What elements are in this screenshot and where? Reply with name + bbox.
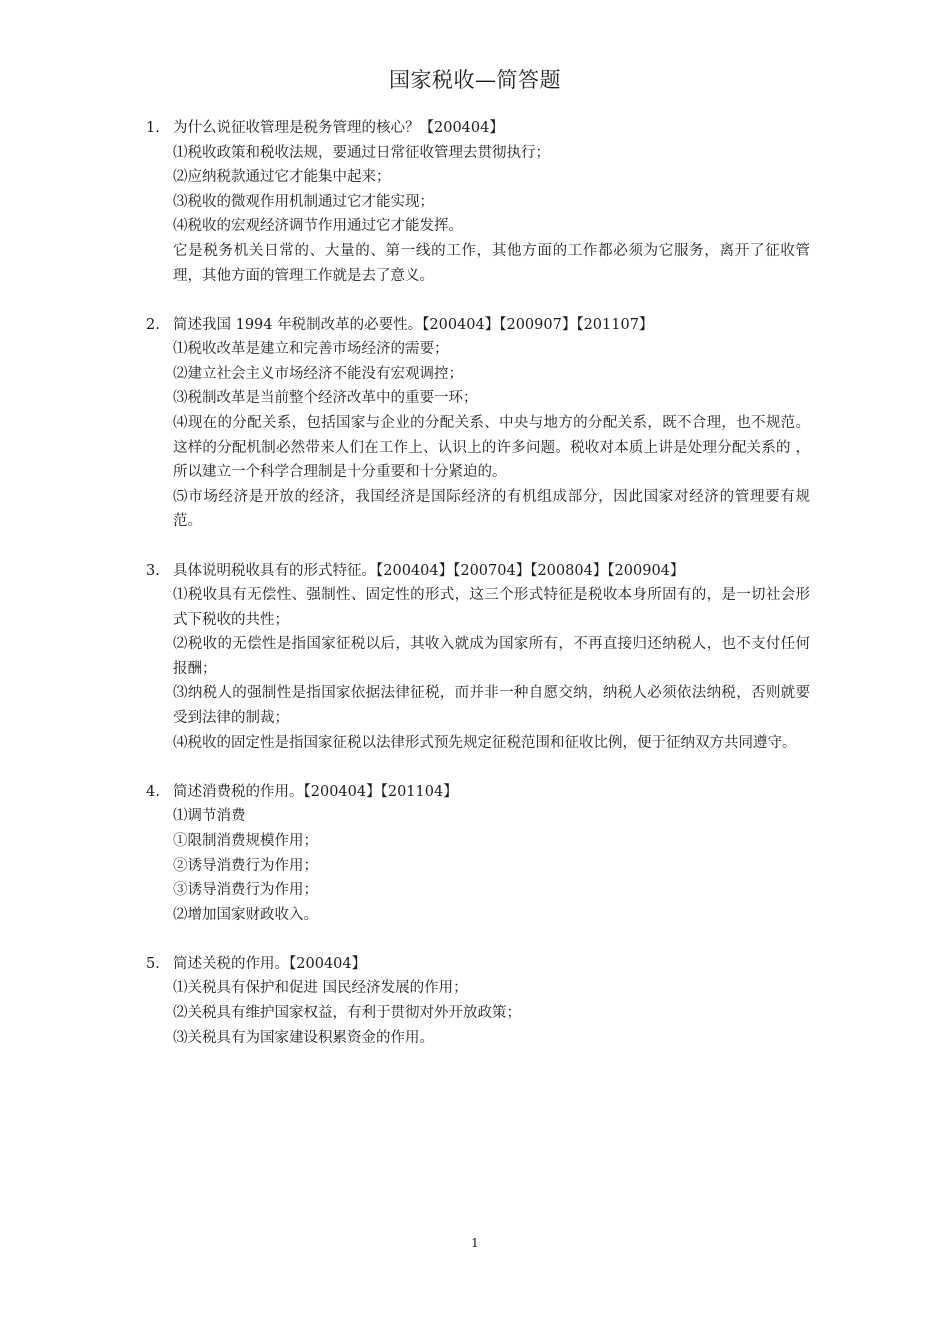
answer-line: ⑵应纳税款通过它才能集中起来； xyxy=(173,169,391,186)
question-heading xyxy=(146,313,810,338)
answer-line: ⑴调节消费 xyxy=(173,808,246,825)
answer-line: ⑵关税具有维护国家权益，有利于贯彻对外开放政策； xyxy=(173,1005,521,1021)
answer-line: ⑵增加国家财政收入。 xyxy=(173,906,318,923)
answer-paragraph: ⑶纳税人的强制性是指国家依据法律征税，而并非一种自愿交纳，纳税人必须依法纳税，否则就要受到法律的制裁； xyxy=(173,685,810,727)
question-3 xyxy=(146,559,810,756)
answer-paragraph: ⑸市场经济是开放的经济，我国经济是国际经济的有机组成部分，因此国家对经济的管理要有规范。 xyxy=(173,488,810,530)
question-text: 具体说明税收具有的形式特征。【200404】【200704】【200804】【200904】 xyxy=(173,562,685,579)
question-number: 2. xyxy=(146,316,160,333)
question-heading xyxy=(146,780,810,805)
question-2 xyxy=(146,313,810,534)
question-number: 1. xyxy=(146,120,160,136)
answer-line: ②诱导消费行为作用； xyxy=(173,857,318,874)
question-number: 4. xyxy=(146,783,160,800)
question-text: 简述消费税的作用。【200404】【201104】 xyxy=(173,783,458,800)
question-heading xyxy=(146,116,810,141)
question-text: 简述关税的作用。【200404】 xyxy=(173,955,367,972)
answer-paragraph: ⑷现在的分配关系，包括国家与企业的分配关系、中央与地方的分配关系，既不合理，也不规范。这样的分配机制必然带来人们在工作上、认识上的许多问题。税收对本质上讲是处理分配关系的 ，所以建立一个科学合理制是十分重要和十分紧迫的。 xyxy=(173,415,810,481)
answer-paragraph: ⑴税收具有无偿性、强制性、固定性的形式，这三个形式特征是税收本身所固有的，是一切社会形式下税收的共性； xyxy=(173,587,810,628)
question-4 xyxy=(146,780,810,928)
answer-paragraph: ⑵税收的无偿性是指国家征税以后，其收入就成为国家所有，不再直接归还纳税人，也不支付任何报酬； xyxy=(173,636,810,677)
answer-line: ⑷税收的宏观经济调节作用通过它才能发挥。 xyxy=(173,218,463,235)
answer-line: ⑴税收改革是建立和完善市场经济的需要； xyxy=(173,341,449,358)
answer-line: ⑴税收政策和税收法规，要通过日常征收管理去贯彻执行； xyxy=(173,144,550,161)
answer-line: ⑶税收的微观作用机制通过它才能实现； xyxy=(173,193,434,210)
answer-line: ⑵建立社会主义市场经济不能没有宏观调控； xyxy=(173,365,463,382)
question-number: 3. xyxy=(146,562,160,579)
question-number: 5. xyxy=(146,955,160,972)
question-list xyxy=(146,116,810,1075)
answer-line: ⑶税制改革是当前整个经济改革中的重要一环； xyxy=(173,390,478,407)
question-heading xyxy=(146,952,810,977)
question-5 xyxy=(146,952,810,1050)
answer-paragraph: ⑷税收的固定性是指国家征税以法律形式预先规定征税范围和征收比例，便于征纳双方共同遵守。 xyxy=(173,734,797,751)
page-number: 1 xyxy=(471,1236,479,1250)
question-text: 简述我国 1994 年税制改革的必要性。【200404】【200907】【201107】 xyxy=(173,316,654,333)
question-heading xyxy=(146,559,810,584)
answer-line: ⑴关税具有保护和促进 国民经济发展的作用； xyxy=(173,980,468,997)
document-title: 国家税收—简答题 xyxy=(389,68,561,92)
answer-line: ①限制消费规模作用； xyxy=(173,832,318,849)
answer-paragraph: 它是税务机关日常的、大量的、第一线的工作，其他方面的工作都必须为它服务，离开了征收管理，其他方面的管理工作就是去了意义。 xyxy=(173,242,810,284)
question-text: 为什么说征收管理是税务管理的核心？【200404】 xyxy=(173,120,504,136)
answer-line: ③诱导消费行为作用； xyxy=(173,882,318,899)
question-1 xyxy=(146,116,810,288)
answer-line: ⑶关税具有为国家建设积累资金的作用。 xyxy=(173,1029,434,1046)
